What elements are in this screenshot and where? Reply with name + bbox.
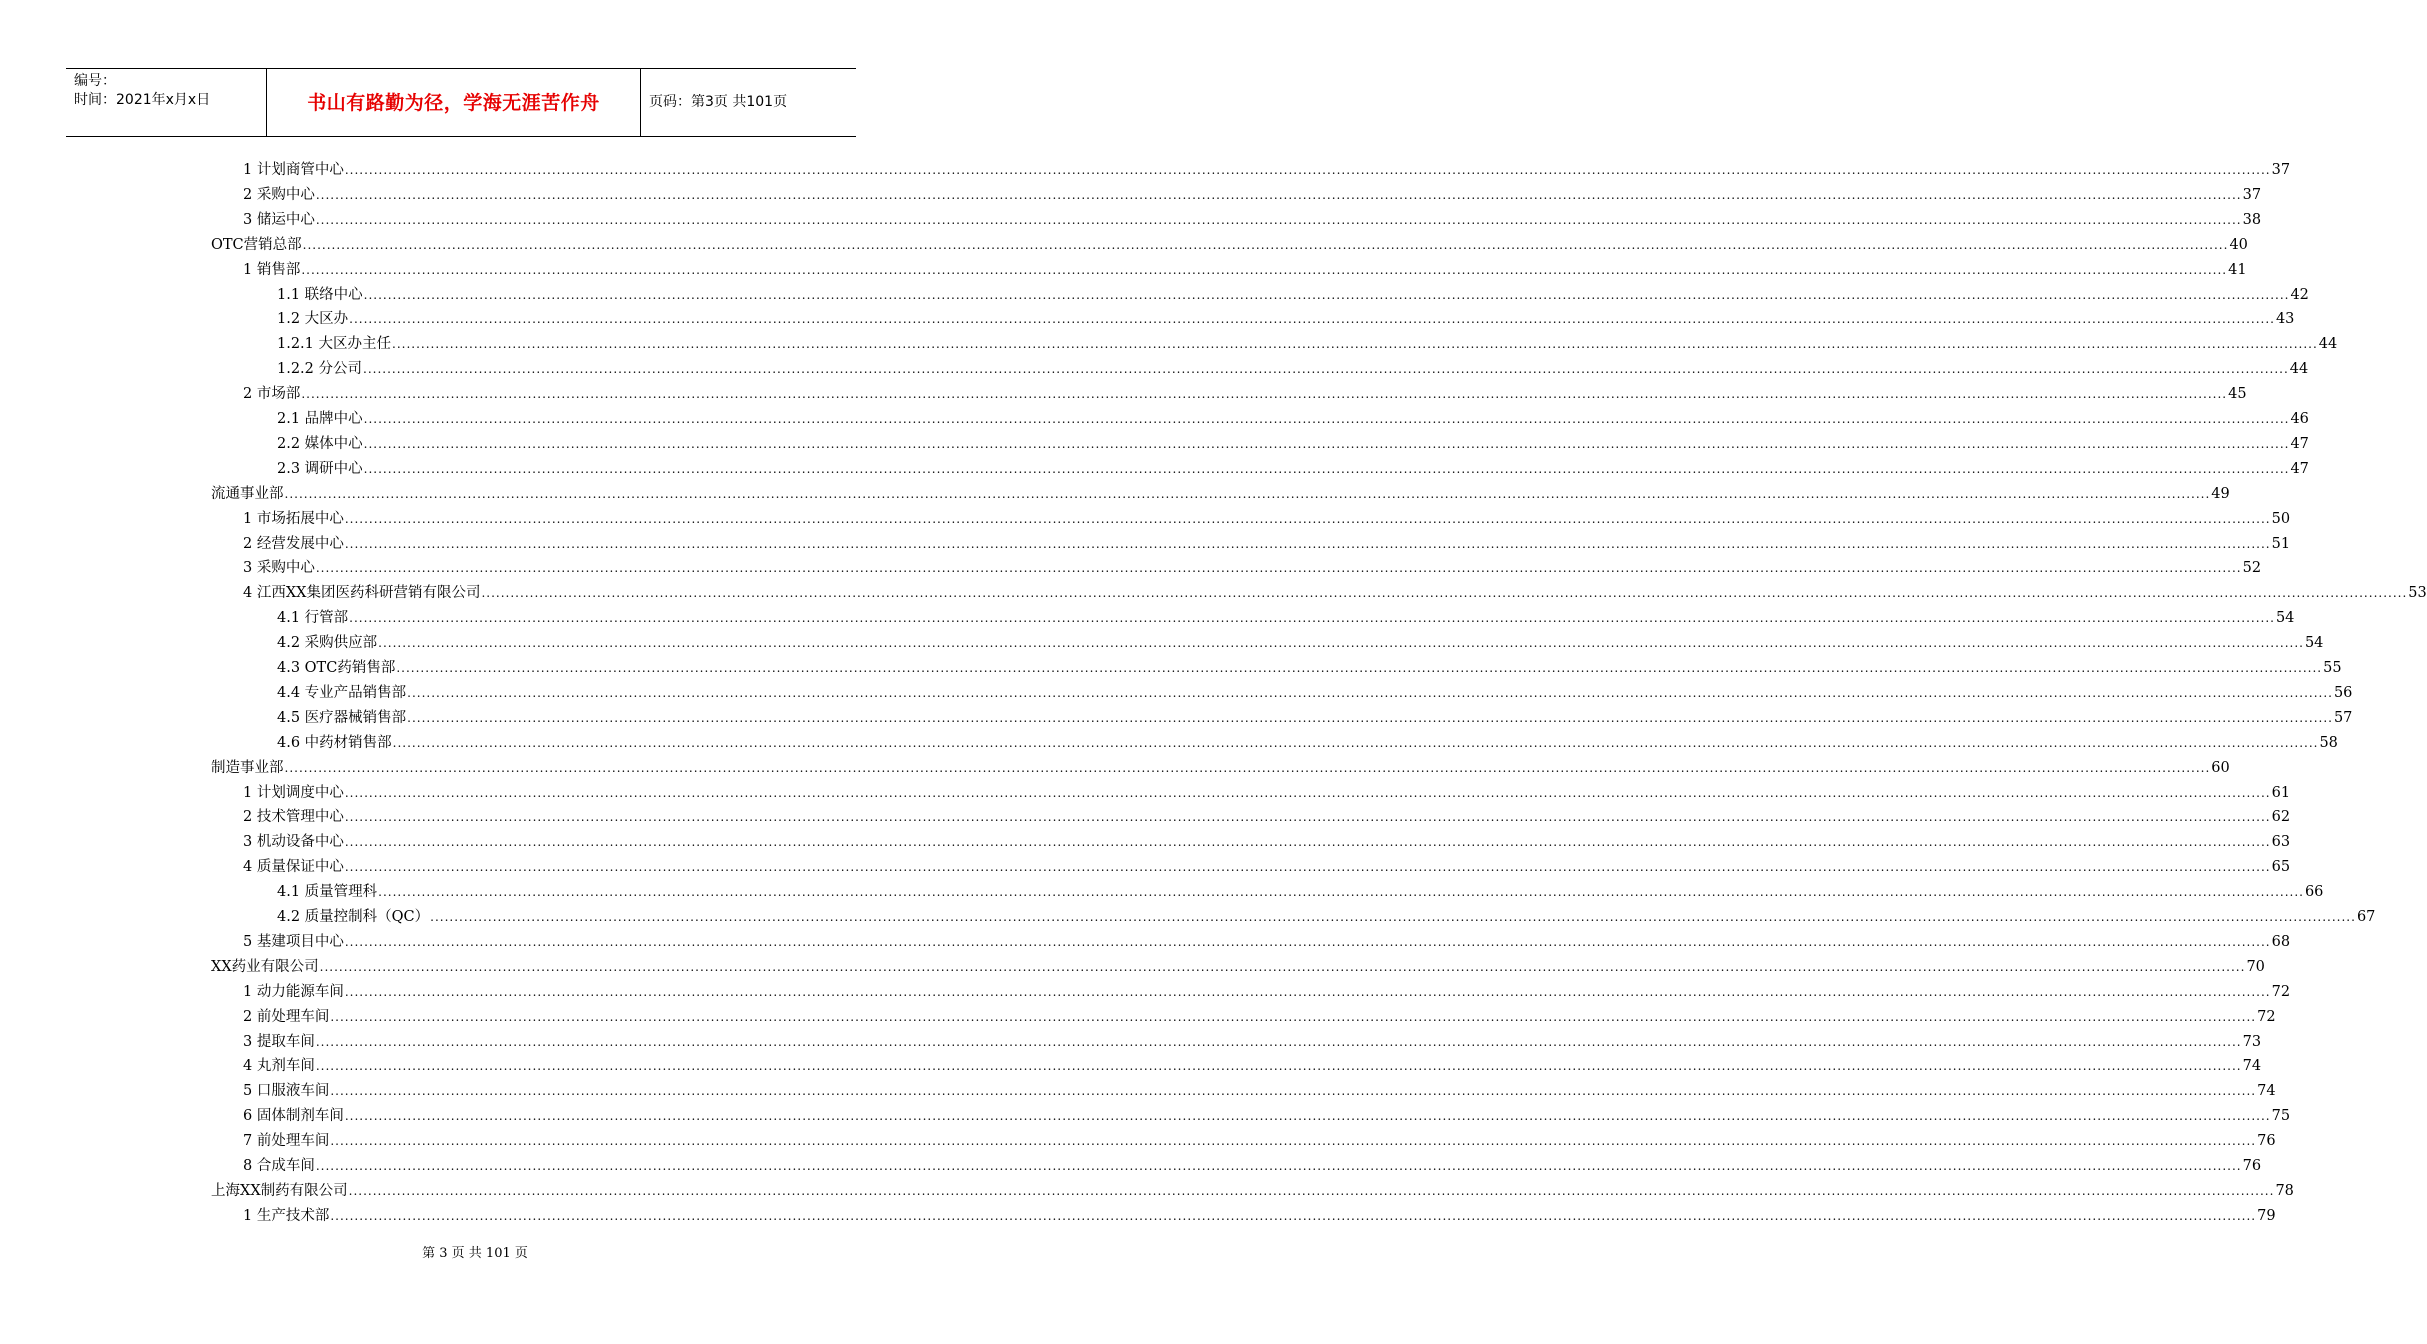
toc-leader-dots: ................................................................................................................................................................................................................................................................................................................................................................................................................ <box>392 337 2318 352</box>
toc-leader-dots: ................................................................................................................................................................................................................................................................................................................................................................................................................ <box>315 1159 2242 1173</box>
toc-leader-dots: ................................................................................................................................................................................................................................................................................................................................................................................................................ <box>363 461 2290 476</box>
toc-leader-dots: ................................................................................................................................................................................................................................................................................................................................................................................................................ <box>349 611 2275 626</box>
toc-entry-page: 66 <box>2304 884 2324 901</box>
toc-entry-title: 3 储运中心 <box>243 211 315 228</box>
toc-entry-title: 3 提取车间 <box>243 1033 315 1050</box>
toc-entry[interactable] <box>277 283 2309 307</box>
toc-entry-title: 4.1 行管部 <box>277 610 349 627</box>
toc-entry-page: 60 <box>2211 759 2230 776</box>
toc-entry[interactable] <box>243 382 2247 406</box>
toc-entry-title: 上海XX制药有限公司 <box>211 1182 348 1199</box>
toc-entry[interactable] <box>243 208 2262 232</box>
toc-entry[interactable] <box>243 507 2291 531</box>
toc-entry-page: 43 <box>2275 311 2295 328</box>
toc-leader-dots: ................................................................................................................................................................................................................................................................................................................................................................................................................ <box>315 212 2242 227</box>
toc-entry[interactable] <box>211 1179 2294 1203</box>
toc-leader-dots: ................................................................................................................................................................................................................................................................................................................................................................................................................ <box>330 1208 2257 1223</box>
toc-entry-page: 79 <box>2257 1207 2276 1224</box>
toc-entry[interactable] <box>277 606 2295 630</box>
toc-entry-page: 51 <box>2271 535 2291 552</box>
toc-entry-page: 44 <box>2318 336 2338 353</box>
toc-entry[interactable] <box>243 1154 2262 1178</box>
toc-leader-dots: ................................................................................................................................................................................................................................................................................................................................................................................................................ <box>344 163 2271 177</box>
toc-entry-page: 67 <box>2356 909 2376 925</box>
toc-entry-page: 54 <box>2275 610 2295 627</box>
toc-entry-page: 72 <box>2257 1008 2276 1025</box>
toc-entry-page: 68 <box>2271 933 2291 950</box>
toc-entry-page: 45 <box>2228 386 2247 403</box>
toc-leader-dots: ................................................................................................................................................................................................................................................................................................................................................................................................................ <box>344 835 2271 850</box>
toc-entry[interactable] <box>277 332 2338 356</box>
toc-entry-page: 53 <box>2408 585 2427 602</box>
toc-entry-title: 5 口服液车间 <box>243 1083 330 1100</box>
toc-leader-dots: ................................................................................................................................................................................................................................................................................................................................................................................................................ <box>363 412 2290 426</box>
toc-entry-page: 74 <box>2242 1058 2262 1075</box>
toc-entry-page: 73 <box>2242 1033 2262 1050</box>
toc-leader-dots: ................................................................................................................................................................................................................................................................................................................................................................................................................ <box>344 1109 2271 1124</box>
toc-entry-page: 42 <box>2290 286 2309 303</box>
toc-entry-page: 44 <box>2289 361 2309 378</box>
toc-entry-title: 4.2 质量控制科（QC） <box>277 909 430 925</box>
toc-entry-title: 1 销售部 <box>243 261 301 278</box>
toc-entry-title: 2 经营发展中心 <box>243 535 344 552</box>
toc-entry-page: 61 <box>2271 784 2291 801</box>
toc-entry-page: 37 <box>2242 186 2262 203</box>
toc-entry-page: 75 <box>2271 1108 2291 1125</box>
toc-leader-dots: ................................................................................................................................................................................................................................................................................................................................................................................................................ <box>301 387 2228 402</box>
toc-entry[interactable] <box>243 258 2247 282</box>
toc-leader-dots: ................................................................................................................................................................................................................................................................................................................................................................................................................ <box>284 760 2211 775</box>
toc-entry-title: 1.2 大区办 <box>277 311 349 328</box>
toc-entry-page: 41 <box>2228 261 2247 278</box>
header-middle-cell <box>267 69 641 136</box>
toc-entry[interactable] <box>277 656 2342 680</box>
toc-entry-page: 58 <box>2319 734 2338 751</box>
toc-entry-page: 52 <box>2242 560 2262 577</box>
toc-entry-title: 1 计划调度中心 <box>243 784 344 801</box>
toc-entry[interactable] <box>243 532 2291 556</box>
toc-entry-title: 1.2.1 大区办主任 <box>277 336 392 353</box>
toc-entry-title: 7 前处理车间 <box>243 1133 330 1150</box>
toc-leader-dots: ................................................................................................................................................................................................................................................................................................................................................................................................................ <box>330 1009 2257 1024</box>
toc-entry-title: 流通事业部 <box>211 485 284 502</box>
toc-entry-page: 49 <box>2211 485 2230 502</box>
toc-entry-page: 40 <box>2229 236 2248 253</box>
toc-entry[interactable] <box>211 482 2230 506</box>
toc-leader-dots: ................................................................................................................................................................................................................................................................................................................................................................................................................ <box>407 685 2333 700</box>
toc-leader-dots: ................................................................................................................................................................................................................................................................................................................................................................................................................ <box>315 1059 2242 1074</box>
toc-leader-dots: ................................................................................................................................................................................................................................................................................................................................................................................................................ <box>344 785 2271 800</box>
toc-entry-title: 4 质量保证中心 <box>243 859 344 876</box>
toc-entry-title: OTC营销总部 <box>211 236 302 253</box>
toc-entry-title: 8 合成车间 <box>243 1158 315 1174</box>
toc-entry-title: 4.4 专业产品销售部 <box>277 684 407 701</box>
toc-leader-dots: ................................................................................................................................................................................................................................................................................................................................................................................................................ <box>344 536 2271 551</box>
toc-entry[interactable] <box>211 756 2230 780</box>
toc-leader-dots: ................................................................................................................................................................................................................................................................................................................................................................................................................ <box>301 262 2228 277</box>
toc-entry-title: 5 基建项目中心 <box>243 933 344 950</box>
toc-entry-title: 6 固体制剂车间 <box>243 1108 344 1125</box>
toc-entry-page: 46 <box>2290 411 2309 427</box>
toc-entry[interactable] <box>277 631 2324 655</box>
toc-entry-title: 1 动力能源车间 <box>243 983 344 1000</box>
toc-entry-page: 63 <box>2271 834 2291 851</box>
toc-entry-page: 72 <box>2271 983 2291 1000</box>
header-motto: 书山有路勤为径，学海无涯苦作舟 <box>307 92 600 114</box>
toc-entry[interactable] <box>277 731 2338 755</box>
toc-entry[interactable] <box>277 681 2353 705</box>
toc-entry[interactable] <box>243 556 2262 580</box>
toc-leader-dots: ................................................................................................................................................................................................................................................................................................................................................................................................................ <box>396 661 2323 675</box>
toc-entry-title: 4.1 质量管理科 <box>277 884 378 901</box>
toc-leader-dots: ................................................................................................................................................................................................................................................................................................................................................................................................................ <box>344 860 2271 875</box>
toc-leader-dots: ................................................................................................................................................................................................................................................................................................................................................................................................................ <box>315 1034 2242 1049</box>
toc-leader-dots: ................................................................................................................................................................................................................................................................................................................................................................................................................ <box>363 362 2289 377</box>
toc-leader-dots: ................................................................................................................................................................................................................................................................................................................................................................................................................ <box>330 1134 2257 1149</box>
toc-leader-dots: ................................................................................................................................................................................................................................................................................................................................................................................................................ <box>302 237 2229 252</box>
toc-entry[interactable] <box>277 307 2295 331</box>
toc-entry[interactable] <box>243 930 2291 954</box>
toc-leader-dots: ................................................................................................................................................................................................................................................................................................................................................................................................................ <box>378 636 2304 651</box>
toc-entry-title: 4.3 OTC药销售部 <box>277 660 396 676</box>
toc-entry-title: 1 计划商管中心 <box>243 162 344 178</box>
toc-entry[interactable] <box>243 1129 2276 1153</box>
toc-entry-page: 70 <box>2246 958 2265 975</box>
toc-entry-title: 4.2 采购供应部 <box>277 635 378 652</box>
toc-entry[interactable] <box>243 781 2291 805</box>
toc-entry-page: 50 <box>2271 510 2291 527</box>
toc-entry[interactable] <box>277 706 2353 730</box>
toc-entry-page: 76 <box>2242 1158 2262 1174</box>
toc-entry-page: 37 <box>2271 162 2291 178</box>
toc-entry-page: 54 <box>2304 635 2324 652</box>
toc-leader-dots: ................................................................................................................................................................................................................................................................................................................................................................................................................ <box>407 710 2333 725</box>
toc-entry-title: 4.6 中药材销售部 <box>277 734 392 751</box>
toc-entry[interactable] <box>211 233 2248 257</box>
toc-entry-title: 4 丸剂车间 <box>243 1058 315 1075</box>
header-right-cell <box>641 69 856 136</box>
toc-entry-title: 2 前处理车间 <box>243 1008 330 1025</box>
toc-leader-dots: ................................................................................................................................................................................................................................................................................................................................................................................................................ <box>392 735 2319 750</box>
header-left-cell <box>66 69 267 136</box>
toc-entry[interactable] <box>243 1005 2276 1029</box>
toc-entry-title: 2 市场部 <box>243 386 301 403</box>
toc-entry[interactable] <box>277 880 2324 904</box>
toc-entry[interactable] <box>211 955 2265 979</box>
toc-entry[interactable] <box>243 855 2291 879</box>
toc-entry-page: 76 <box>2257 1133 2276 1150</box>
toc-entry[interactable] <box>277 432 2309 456</box>
toc-leader-dots: ................................................................................................................................................................................................................................................................................................................................................................................................................ <box>330 1084 2257 1099</box>
toc-entry-title: 1 生产技术部 <box>243 1207 330 1224</box>
toc-leader-dots: ................................................................................................................................................................................................................................................................................................................................................................................................................ <box>319 959 2246 974</box>
toc-entry-page: 47 <box>2290 460 2309 477</box>
toc-leader-dots: ................................................................................................................................................................................................................................................................................................................................................................................................................ <box>315 187 2242 202</box>
toc-entry[interactable] <box>243 1204 2276 1228</box>
toc-entry-page: 56 <box>2333 684 2353 701</box>
toc-entry-page: 74 <box>2257 1083 2276 1100</box>
toc-leader-dots: ................................................................................................................................................................................................................................................................................................................................................................................................................ <box>481 586 2408 601</box>
toc-leader-dots: ................................................................................................................................................................................................................................................................................................................................................................................................................ <box>430 910 2356 924</box>
toc-entry-page: 38 <box>2242 211 2262 228</box>
toc-entry[interactable] <box>243 980 2291 1004</box>
toc-leader-dots: ................................................................................................................................................................................................................................................................................................................................................................................................................ <box>363 436 2290 451</box>
toc-entry-page: 55 <box>2323 660 2342 676</box>
toc-entry[interactable] <box>243 805 2291 829</box>
toc-entry[interactable] <box>243 581 2427 605</box>
toc-leader-dots: ................................................................................................................................................................................................................................................................................................................................................................................................................ <box>344 984 2271 999</box>
toc-entry-page: 65 <box>2271 859 2291 876</box>
toc-entry-title: 制造事业部 <box>211 759 284 776</box>
toc-leader-dots: ................................................................................................................................................................................................................................................................................................................................................................................................................ <box>344 810 2271 825</box>
toc-entry[interactable] <box>243 830 2291 854</box>
document-number-label: 编号： <box>74 73 116 89</box>
toc-entry-page: 78 <box>2275 1182 2294 1199</box>
toc-entry-page: 62 <box>2271 809 2291 826</box>
toc-entry-title: XX药业有限公司 <box>211 958 319 975</box>
toc-entry[interactable] <box>277 457 2309 481</box>
page-footer: 第 3 页 共 101 页 <box>422 1246 528 1261</box>
toc-entry[interactable] <box>277 357 2309 381</box>
toc-entry-title: 2.3 调研中心 <box>277 460 363 477</box>
toc-leader-dots: ................................................................................................................................................................................................................................................................................................................................................................................................................ <box>344 934 2271 949</box>
toc-entry[interactable] <box>277 407 2309 431</box>
document-time-label: 时间：2021年x月x日 <box>74 92 211 108</box>
toc-entry-title: 4 江西XX集团医药科研营销有限公司 <box>243 585 481 602</box>
toc-leader-dots: ................................................................................................................................................................................................................................................................................................................................................................................................................ <box>348 1183 2275 1198</box>
toc-entry[interactable] <box>243 1079 2276 1103</box>
toc-leader-dots: ................................................................................................................................................................................................................................................................................................................................................................................................................ <box>363 287 2290 302</box>
toc-leader-dots: ................................................................................................................................................................................................................................................................................................................................................................................................................ <box>344 511 2271 526</box>
toc-entry[interactable] <box>243 1030 2262 1054</box>
toc-entry[interactable] <box>243 1104 2291 1128</box>
toc-leader-dots: ................................................................................................................................................................................................................................................................................................................................................................................................................ <box>378 885 2304 900</box>
toc-entry-title: 2.1 品牌中心 <box>277 411 363 427</box>
toc-entry-title: 1 市场拓展中心 <box>243 510 344 527</box>
toc-entry-title: 3 机动设备中心 <box>243 834 344 851</box>
toc-entry-page: 57 <box>2333 709 2353 726</box>
toc-leader-dots: ................................................................................................................................................................................................................................................................................................................................................................................................................ <box>284 486 2211 501</box>
toc-entry[interactable] <box>243 1054 2262 1078</box>
toc-entry-title: 4.5 医疗器械销售部 <box>277 709 407 726</box>
header-page-info: 页码：第3页 共101页 <box>649 94 788 110</box>
toc-entry[interactable] <box>243 183 2262 207</box>
toc-entry-title: 2 采购中心 <box>243 186 315 203</box>
toc-leader-dots: ................................................................................................................................................................................................................................................................................................................................................................................................................ <box>349 312 2275 327</box>
toc-entry-page: 47 <box>2290 435 2309 452</box>
toc-entry[interactable] <box>243 158 2291 182</box>
toc-leader-dots: ................................................................................................................................................................................................................................................................................................................................................................................................................ <box>315 561 2242 576</box>
toc-entry[interactable] <box>277 905 2376 929</box>
toc-entry-title: 1.1 联络中心 <box>277 286 363 303</box>
toc-entry-title: 2.2 媒体中心 <box>277 435 363 452</box>
toc-entry-title: 1.2.2 分公司 <box>277 361 363 378</box>
toc-entry-title: 2 技术管理中心 <box>243 809 344 826</box>
toc-entry-title: 3 采购中心 <box>243 560 315 577</box>
page-header <box>66 68 856 137</box>
